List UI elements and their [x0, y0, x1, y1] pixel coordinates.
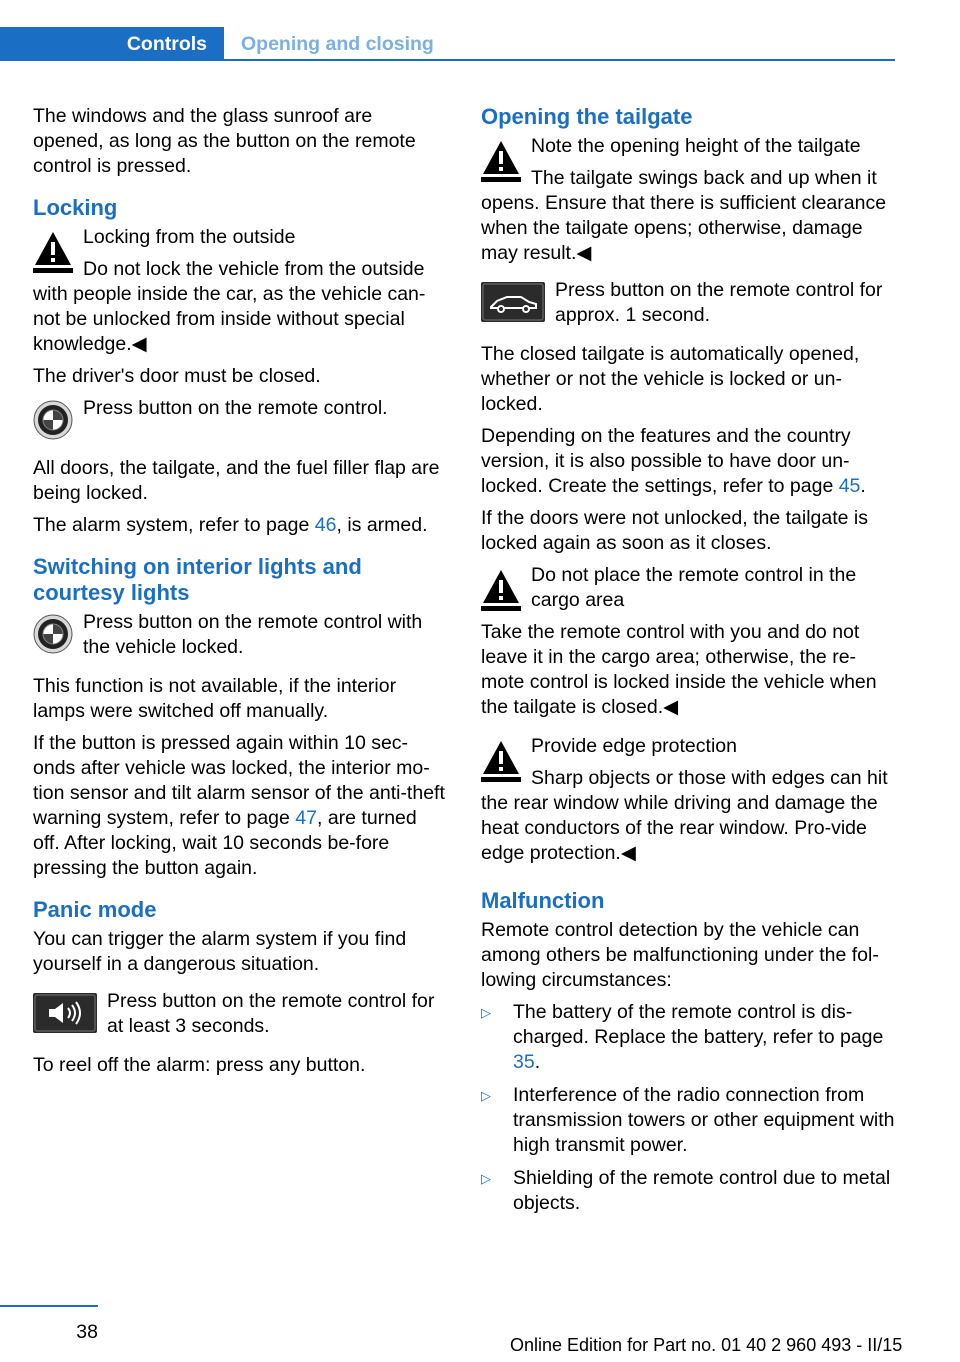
instruction-text: Press button on the remote control.	[83, 397, 388, 419]
page-header	[0, 27, 895, 61]
warning-icon	[33, 229, 73, 273]
alarm-armed-text: The alarm system, refer to page 46, is armed.	[33, 514, 428, 536]
intro-paragraph: The windows and the glass sunroof are opened, as long as the button on the remote control is pressed.	[33, 105, 416, 177]
page-link-45[interactable]: 45	[838, 475, 861, 497]
warning-text: Take the remote control with you and do not leave it in the cargo area; otherwise, the re‐mote control is locked inside the vehicle when the tailgate is closed.◀	[481, 621, 877, 718]
malfunction-text: Remote control detection by the vehicle can among others be malfunctioning under the fol‐lowing circumstances:	[481, 919, 879, 991]
panic-button-instruction	[33, 989, 447, 1039]
footer-divider	[0, 1305, 98, 1307]
warning-tailgate-height	[481, 134, 895, 266]
edition-text: Online Edition for Part no. 01 40 2 960 493 - II/15	[510, 1335, 903, 1355]
press-again-text: If the button is pressed again within 10 sec‐onds after vehicle was locked, the interior mo‐tion sensor and tilt alarm sensor of the anti-theft warning system, refer to page 47, are turned off. After locking, wait 10 seconds be‐fore pressing the button again.	[33, 732, 445, 879]
triangle-bullet-icon: ▷	[481, 1088, 491, 1103]
instruction-text: Press button on the remote control for approx. 1 second.	[555, 279, 883, 326]
list-item: ▷ The battery of the remote control is dis‐charged. Replace the battery, refer to page 35.	[481, 1001, 884, 1073]
page-link-46[interactable]: 46	[314, 514, 337, 536]
heading-interior-lights: Switching on interior lights and courtesy lights	[33, 554, 362, 605]
warning-icon	[481, 738, 521, 782]
depending-text: Depending on the features and the country version, it is also possible to have door un‐locked. Create the settings, refer to page 45.	[481, 425, 866, 497]
not-available-text: This function is not available, if the interior lamps were switched off manually.	[33, 675, 397, 722]
reel-off-text: To reel off the alarm: press any button.	[33, 1054, 366, 1076]
warning-title: Provide edge protection	[531, 735, 737, 757]
bmw-button-icon	[33, 614, 73, 654]
warning-title: Note the opening height of the tailgate	[531, 135, 861, 157]
warning-text: Do not lock the vehicle from the outside with people inside the car, as the vehicle can‐not be unlocked from inside without special knowledge.◀	[33, 258, 426, 355]
instruction-text: Press button on the remote control for at least 3 seconds.	[107, 990, 435, 1037]
warning-edge-protection	[481, 734, 895, 866]
all-doors-text: All doors, the tailgate, and the fuel filler flap are being locked.	[33, 457, 440, 504]
warning-title: Locking from the outside	[83, 226, 296, 248]
car-tailgate-button-icon	[481, 282, 545, 322]
section-tab-controls[interactable]: Controls	[0, 27, 224, 61]
warning-title: Do not place the remote control in the cargo area	[531, 564, 857, 611]
interior-button-instruction	[33, 610, 447, 660]
warning-icon	[481, 567, 521, 611]
door-closed-text: The driver's door must be closed.	[33, 365, 321, 387]
page-link-35[interactable]: 35	[513, 1051, 535, 1073]
heading-malfunction: Malfunction	[481, 888, 605, 913]
warning-cargo-area	[481, 563, 895, 720]
page-number: 38	[76, 1321, 98, 1343]
bmw-lock-button-icon	[33, 400, 73, 440]
warning-text: Sharp objects or those with edges can hit the rear window while driving and damage the heat conductors of the rear window. Pro‐vide edge protection.◀	[481, 767, 888, 864]
heading-opening-tailgate: Opening the tailgate	[481, 104, 693, 129]
auto-opened-text: The closed tailgate is automatically opened, whether or not the vehicle is locked or un‐locked.	[481, 343, 860, 415]
tailgate-button-instruction	[481, 278, 895, 328]
lock-button-instruction	[33, 396, 447, 442]
horn-button-icon	[33, 993, 97, 1033]
triangle-bullet-icon: ▷	[481, 1171, 491, 1186]
warning-text: The tailgate swings back and up when it opens. Ensure that there is sufficient clearance when the tailgate opens; otherwise, damage may result.◀	[481, 167, 887, 264]
heading-panic-mode: Panic mode	[33, 897, 157, 922]
warning-icon	[481, 138, 521, 182]
left-column	[33, 104, 447, 1085]
list-item: ▷ Shielding of the remote control due to metal objects.	[481, 1167, 891, 1214]
not-unlocked-text: If the doors were not unlocked, the tailgate is locked again as soon as it closes.	[481, 507, 868, 554]
section-tab-opening-closing[interactable]: Opening and closing	[224, 27, 895, 61]
list-item: ▷ Interference of the radio connection from transmission towers or other equipment with high transmit power.	[481, 1084, 895, 1156]
instruction-text: Press button on the remote control with the vehicle locked.	[83, 611, 423, 658]
triangle-bullet-icon: ▷	[481, 1005, 491, 1020]
heading-locking: Locking	[33, 195, 118, 220]
warning-locking-outside	[33, 225, 447, 357]
page-link-47[interactable]: 47	[295, 807, 317, 829]
malfunction-list	[481, 1000, 895, 1216]
panic-text: You can trigger the alarm system if you find yourself in a dangerous situation.	[33, 928, 407, 975]
right-column	[481, 104, 895, 1224]
